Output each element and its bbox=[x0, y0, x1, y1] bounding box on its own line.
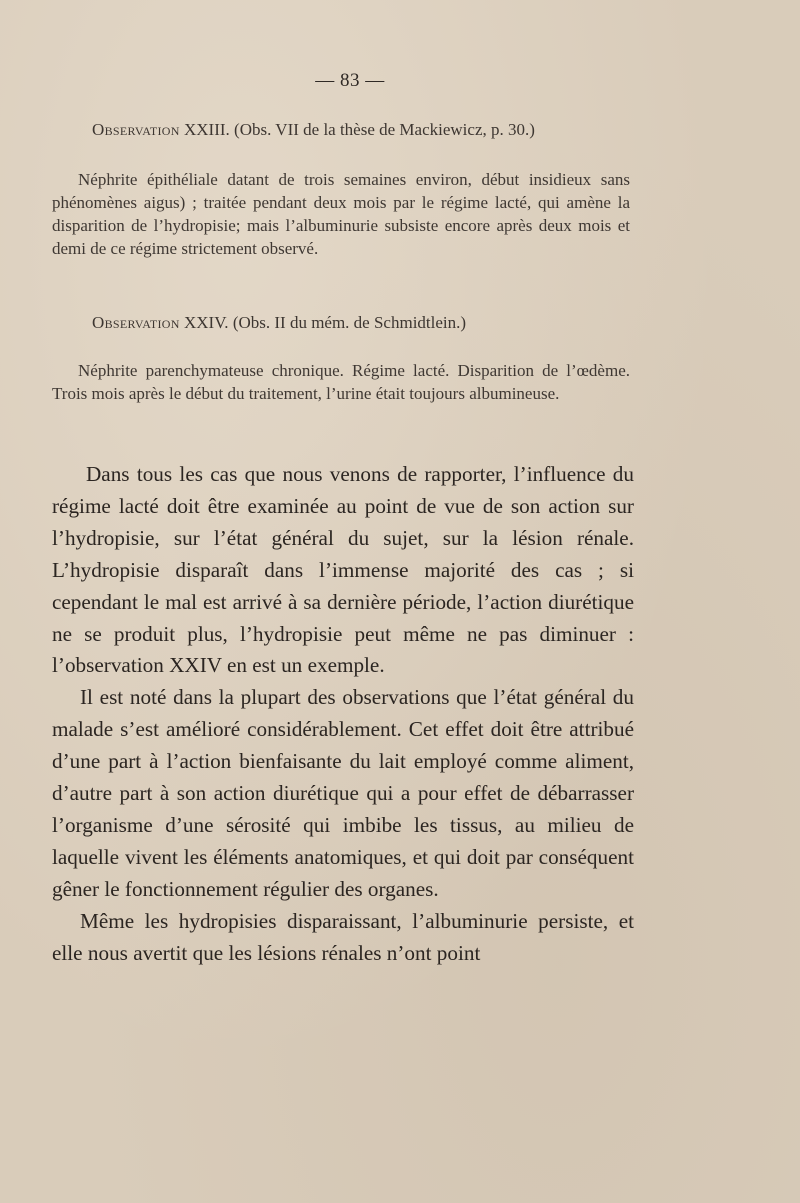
observation-source: (Obs. II du mém. de Schmidtlein.) bbox=[232, 313, 467, 332]
observation-source: (Obs. VII de la thèse de Mackiewicz, p. 30.) bbox=[234, 120, 535, 139]
body-paragraph: Dans tous les cas que nous venons de rapporter, l’influence du régime lacté doit être examinée au point de vue de son action sur l’hydropisie, sur l’état général du sujet, sur la lésion rénale. L’hydropisie disparaît dans l’immense majorité des cas ; si cependant le mal est arrivé à sa dernière période, l’action diurétique ne se produit plus, l’hydropisie peut même ne pas diminuer : l’observation XXIV en est un exemple. bbox=[52, 462, 634, 678]
page-number: — 83 — bbox=[315, 70, 385, 91]
observation-heading bbox=[92, 120, 535, 140]
observation-text: Néphrite parenchymateuse chronique. Régime lacté. Disparition de l’œdème. Trois mois après le début du traitement, l’urine était toujours albumineuse. bbox=[52, 361, 630, 403]
main-text bbox=[52, 459, 634, 970]
body-paragraph: Même les hydropisies disparaissant, l’albuminurie persiste, et elle nous avertit que les lésions rénales n’ont point bbox=[52, 908, 634, 965]
observation-text: Néphrite épithéliale datant de trois semaines environ, début insidieux sans phénomènes aigus) ; traitée pendant deux mois par le régime lacté, qui amène la disparition de l’hydropisie; mais l’albuminurie subsiste encore après deux mois et demi de ce régime strictement observé. bbox=[52, 170, 630, 258]
observation-label: Observation bbox=[92, 313, 180, 332]
observation-number: XXIII. bbox=[184, 120, 230, 139]
observation-number: XXIV. bbox=[184, 313, 229, 332]
observation-text-block bbox=[52, 359, 630, 405]
body-paragraph: Il est noté dans la plupart des observations que l’état général du malade s’est amélioré considérablement. Cet effet doit être attribué d’une part à l’action bienfaisante du lait employé comme aliment, d’autre part à son action diurétique qui a pour effet de débarrasser l’organisme d’une sérosité qui imbibe les tissus, au milieu de laquelle vivent les éléments anatomiques, et qui doit par conséquent gêner le fonctionnement régulier des organes. bbox=[52, 685, 634, 901]
observation-label: Observation bbox=[92, 120, 180, 139]
observation-heading bbox=[92, 313, 466, 333]
observation-text-block bbox=[52, 168, 630, 260]
